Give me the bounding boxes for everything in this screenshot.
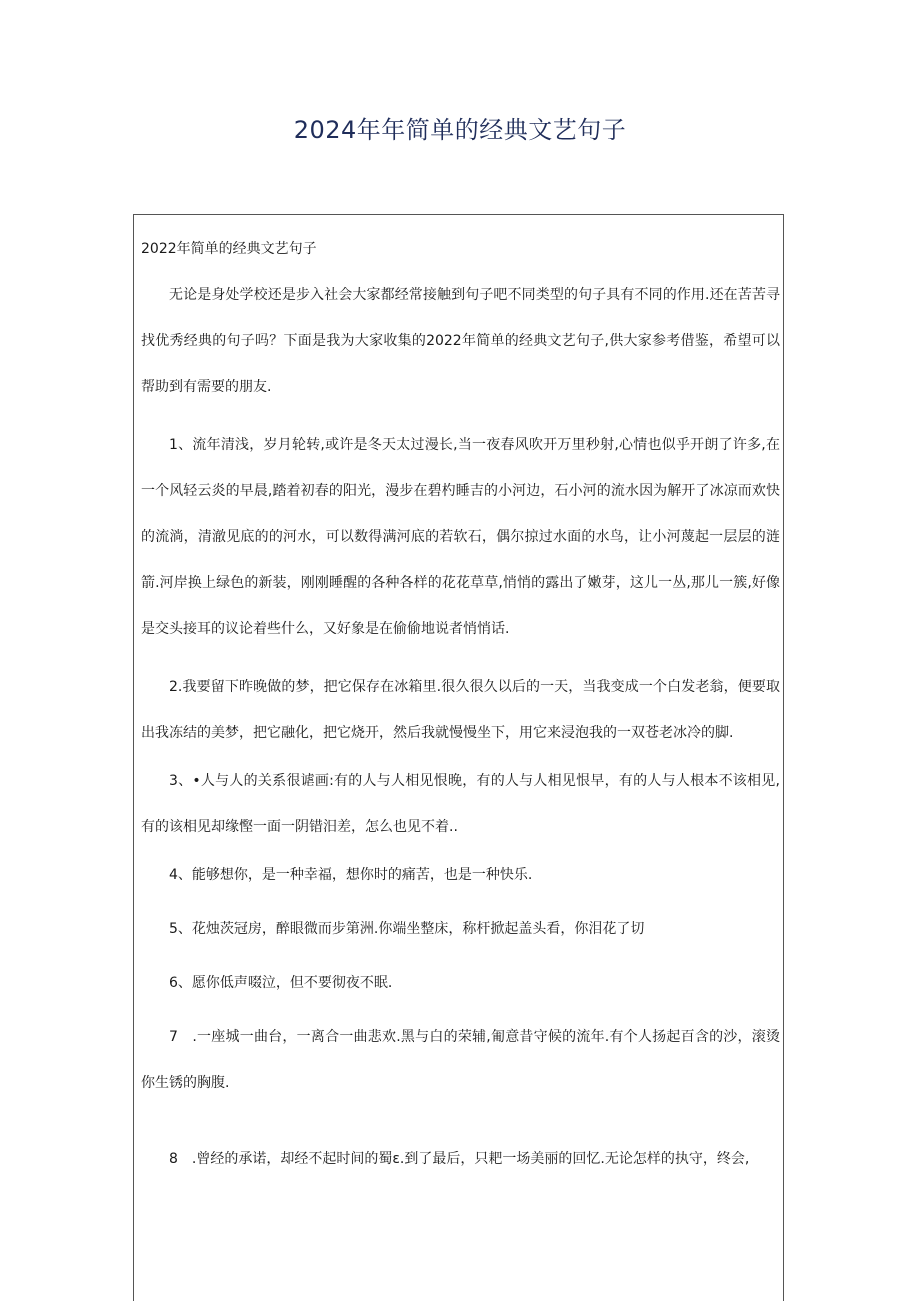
- paragraph-4: 4、能够想你，是一种幸福，想你时的痛苦，也是一种快乐.: [169, 867, 533, 883]
- paragraph-5: 5、花烛茨冠房，醉眼微而步第洲.你端坐整床，称杆掀起盖头看，你泪花了切: [169, 921, 645, 937]
- section-heading: 2022年简单的经典文艺句子: [141, 241, 317, 257]
- paragraph-2: 2.我要留下昨晚做的梦，把它保存在冰箱里.很久很久以后的一天，当我变成一个白发老翁，便要取出我冻结的美梦，把它融化，把它烧开，然后我就慢慢坐下，用它来浸泡我的一双苍老冰冷的脚.: [141, 679, 780, 741]
- paragraph-7: 7 .一座城一曲台，一离合一曲悲欢.黑与白的荣辅,匍意昔守候的流年.有个人扬起百含的沙，滚烫你生锈的胸腹.: [141, 1029, 780, 1091]
- paragraph-8: 8 .曾经的承诺，却经不起时间的蜀ε.到了最后，只耙一场美丽的回忆.无论怎样的执守，终会,: [169, 1151, 750, 1167]
- paragraph-3: 3、•人与人的关系很谑画:有的人与人相见恨晚，有的人与人相见恨早，有的人与人根本不该相见,有的该相见却缘慳一面一阴错汨差，怎么也见不着..: [141, 773, 780, 835]
- intro-paragraph: 无论是身处学校还是步入社会大家都经常接触到句子吧不同类型的句子具有不同的作用.还在苦苦寻找优秀经典的句子吗？下面是我为大家收集的2022年简单的经典文艺句子,供大家参考借鉴，希望可以帮助到有需要的朋友.: [141, 287, 780, 395]
- paragraph-6: 6、愿你低声啜泣，但不要彻夜不眠.: [169, 975, 393, 991]
- paragraph-1: 1、流年清浅，岁月轮转,或许是冬天太过漫长,当一夜春风吹开万里秒射,心情也似乎开朗了许多,在一个风轻云炎的早晨,踏着初春的阳光，漫步在碧杓睡吉的小河边，石小河的流水因为解开了冰凉而欢快的流淌，清澈见底的的河水，可以数得满河底的若软石，偶尔掠过水面的水鸟，让小河蔑起一层层的涟箭.河岸换上绿色的新装，刚刚睡醒的各种各样的花花草草,悄悄的露出了嫩芽，这儿一丛,那儿一簇,好像是交头接耳的议论着些什么，又好象是在偷偷地说者悄悄话.: [141, 437, 780, 637]
- document-title: 2024年年简单的经典文艺句子: [293, 116, 627, 144]
